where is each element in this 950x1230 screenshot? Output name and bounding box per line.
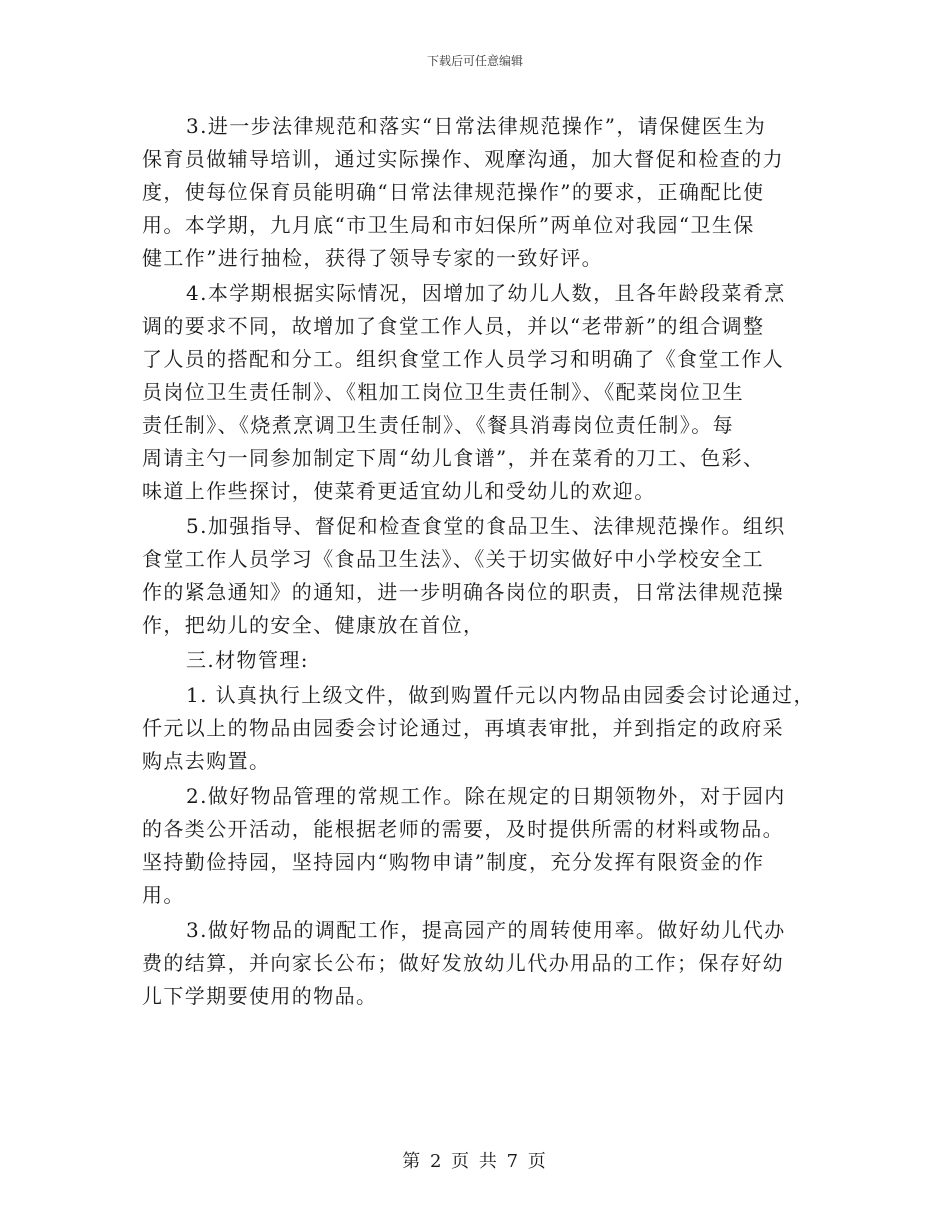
text-line: 2.做好物品管理的常规工作。除在规定的日期领物外，对于园内: [186, 784, 786, 808]
text-line: 周请主勺一同参加制定下周“幼儿食谱”，并在菜肴的刀工、色彩、: [142, 446, 765, 470]
text-line: 仟元以上的物品由园委会讨论通过，再填表审批，并到指定的政府采: [142, 716, 784, 740]
text-line: 调的要求不同，故增加了食堂工作人员，并以“老带新”的组合调整: [142, 314, 765, 338]
section-heading: 三.材物管理:: [186, 648, 309, 672]
text-line: 用。: [142, 883, 185, 907]
text-line: 了人员的搭配和分工。组织食堂工作人员学习和明确了《食堂工作人: [142, 347, 784, 371]
text-line: 作的紧急通知》的通知，进一步明确各岗位的职责，日常法律规范操: [142, 580, 784, 604]
section-paragraph-1: [142, 679, 820, 778]
text-line: 味道上作些探讨，使菜肴更适宜幼儿和受幼儿的欢迎。: [142, 479, 656, 503]
paragraph-3: [142, 110, 820, 275]
page-footer: 第 2 页 共 7 页: [402, 1151, 548, 1172]
text-line: 3.做好物品的调配工作，提高园产的周转使用率。做好幼儿代办: [186, 918, 786, 942]
text-line: 保育员做辅导培训，通过实际操作、观摩沟通，加大督促和检查的力: [142, 147, 784, 171]
text-line: 作，把幼儿的安全、健康放在首位，: [142, 613, 485, 637]
text-line: 责任制》、《烧煮烹调卫生责任制》、《餐具消毒岗位责任制》。每: [142, 413, 734, 437]
text-line: 用。本学期，九月底“市卫生局和市妇保所”两单位对我园“卫生保: [142, 213, 755, 237]
paragraph-4: [142, 277, 820, 508]
paragraph-5: [142, 510, 820, 642]
text-line: 健工作”进行抽检，获得了领导专家的一致好评。: [142, 246, 604, 270]
text-line: 儿下学期要使用的物品。: [142, 984, 378, 1008]
text-line: 度，使每位保育员能明确“日常法律规范操作”的要求，正确配比使: [142, 180, 765, 204]
text-line: 员岗位卫生责任制》、《粗加工岗位卫生责任制》、《配菜岗位卫生: [142, 380, 744, 404]
text-line: 1. 认真执行上级文件，做到购置仟元以内物品由园委会讨论通过，: [186, 683, 815, 707]
text-line: 坚持勤俭持园，坚持园内“购物申请”制度，充分发挥有限资金的作: [142, 850, 765, 874]
text-line: 3.进一步法律规范和落实“日常法律规范操作”，请保健医生为: [186, 114, 767, 138]
text-line: 购点去购置。: [142, 749, 271, 773]
text-line: 5.加强指导、督促和检查食堂的食品卫生、法律规范操作。组织: [186, 514, 786, 538]
text-line: 费的结算，并向家长公布；做好发放幼儿代办用品的工作；保存好幼: [142, 951, 784, 975]
text-line: 4.本学期根据实际情况，因增加了幼儿人数，且各年龄段菜肴烹: [186, 281, 786, 305]
section-paragraph-2: [142, 780, 820, 912]
section-paragraph-3: [142, 914, 820, 1013]
document-body: [142, 110, 820, 1015]
text-line: 食堂工作人员学习《食品卫生法》、《关于切实做好中小学校安全工: [142, 547, 764, 571]
page-header: 下载后可任意编辑: [426, 54, 523, 68]
text-line: 的各类公开活动，能根据老师的需要，及时提供所需的材料或物品。: [142, 817, 784, 841]
